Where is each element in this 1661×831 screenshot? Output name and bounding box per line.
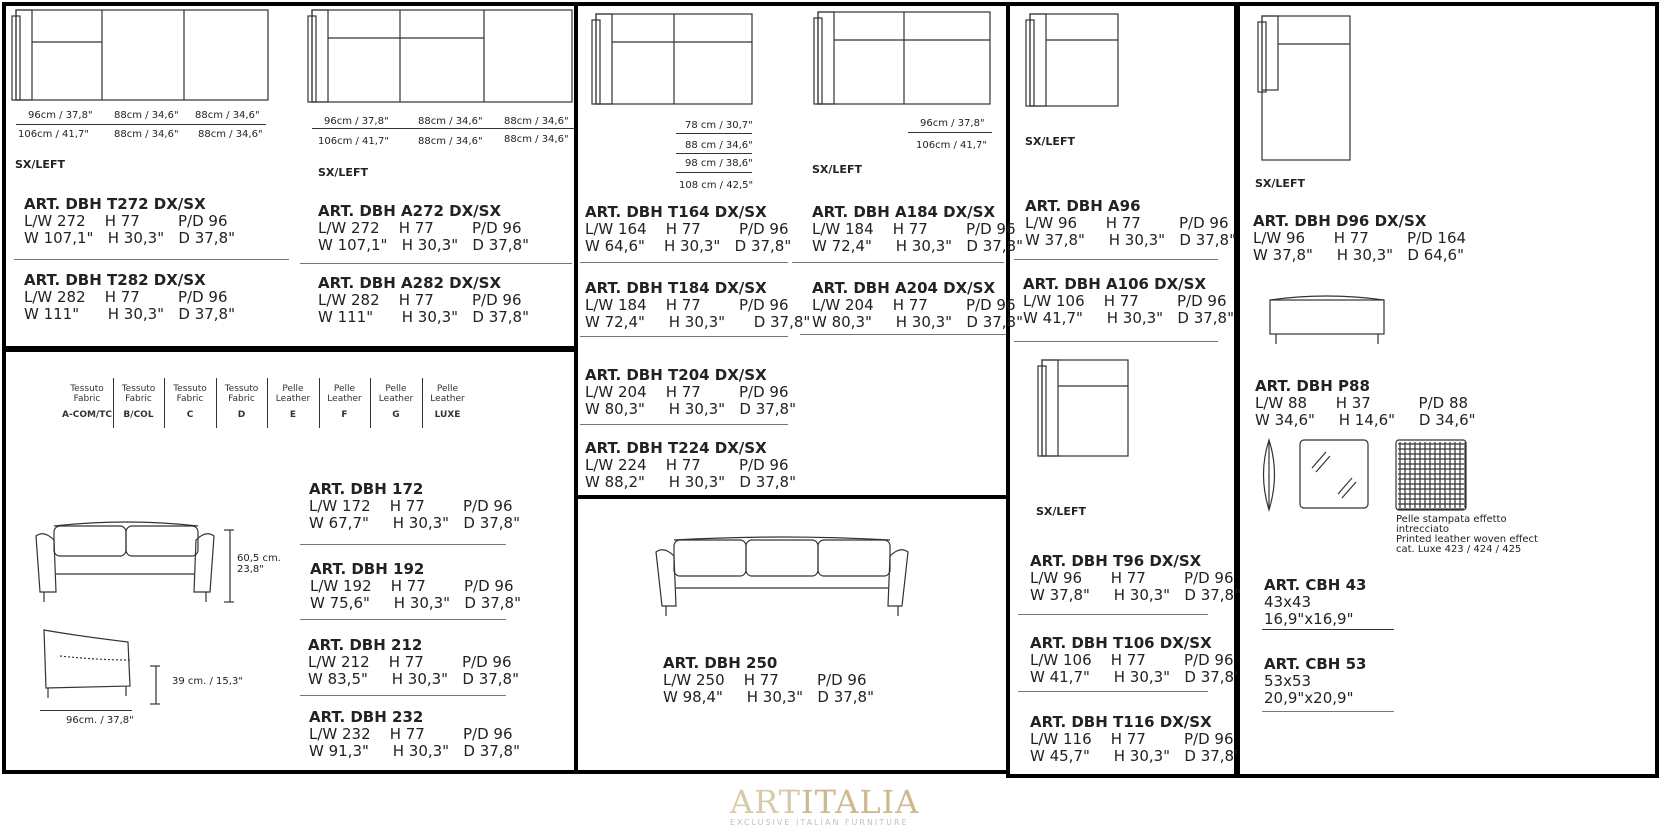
sofa-a184-drawing bbox=[810, 8, 994, 108]
dim-a184: 96cm / 37,8" bbox=[920, 118, 985, 129]
material-name: Fabric bbox=[73, 394, 101, 404]
article-title: ART. DBH 172 bbox=[309, 480, 424, 498]
article-title: ART. DBH T106 DX/SX bbox=[1030, 634, 1212, 652]
separator bbox=[1262, 711, 1394, 712]
article-t224 bbox=[585, 440, 796, 491]
article-p88 bbox=[1255, 378, 1476, 429]
article-t204 bbox=[585, 367, 796, 418]
article-imperial: W 45,7" H 30,3" D 37,8' bbox=[1030, 747, 1239, 765]
dim-t184: 88 cm / 34,6" bbox=[685, 140, 753, 151]
dim-line bbox=[312, 128, 574, 129]
article-metric: L/W 224 H 77 P/D 96 bbox=[585, 456, 789, 474]
article-metric: L/W 282 H 77 P/D 96 bbox=[318, 291, 522, 309]
article-title: ART. CBH 43 bbox=[1264, 576, 1367, 594]
article-title: ART. DBH T96 DX/SX bbox=[1030, 552, 1202, 570]
article-title: ART. DBH A272 DX/SX bbox=[318, 202, 502, 220]
article-metric: L/W 116 H 77 P/D 96 bbox=[1030, 730, 1234, 748]
article-metric: L/W 212 H 77 P/D 96 bbox=[308, 653, 512, 671]
article-t184 bbox=[585, 280, 810, 331]
article-a282 bbox=[318, 275, 529, 326]
dim-t282-1: 106cm / 41,7" bbox=[18, 129, 89, 140]
dim-a282-1: 106cm / 41,7" bbox=[318, 136, 389, 147]
article-title: ART. DBH A282 DX/SX bbox=[318, 274, 502, 292]
dim-t282-2: 88cm / 34,6" bbox=[114, 129, 179, 140]
height-dim-label: 60,5 cm. 23,8" bbox=[237, 553, 281, 575]
material-code: LUXE bbox=[434, 410, 461, 420]
article-title: ART. DBH 212 bbox=[308, 636, 423, 654]
separator bbox=[300, 695, 506, 696]
article-title: ART. DBH D96 DX/SX bbox=[1253, 212, 1427, 230]
material-divider bbox=[422, 378, 423, 428]
article-title: ART. DBH 192 bbox=[310, 560, 425, 578]
article-imperial: W 37,8" H 30,3" D 37,8" bbox=[1030, 586, 1242, 604]
sofa-front-drawing bbox=[30, 516, 220, 604]
material-name: Tessuto bbox=[173, 384, 207, 394]
separator bbox=[792, 262, 1004, 263]
module-t96-drawing bbox=[1034, 356, 1132, 458]
sofa-250-drawing bbox=[652, 534, 912, 618]
article-imperial: W 88,2" H 30,3" D 37,8" bbox=[585, 473, 797, 491]
article-250 bbox=[663, 655, 874, 706]
article-imperial: W 34,6" H 14,6" D 34,6" bbox=[1255, 411, 1476, 429]
dim-line bbox=[908, 132, 992, 133]
material-code: A-COM/TC bbox=[62, 410, 112, 420]
article-imperial: W 111" H 30,3" D 37,8" bbox=[24, 305, 236, 323]
separator bbox=[1018, 691, 1208, 692]
material-category bbox=[62, 384, 112, 420]
article-imperial: W 72,4" H 30,3" D 37,8" bbox=[585, 313, 811, 331]
cushion-side-drawing bbox=[1256, 438, 1282, 512]
article-cbh53 bbox=[1264, 656, 1366, 707]
article-imperial: W 111" H 30,3" D 37,8" bbox=[318, 308, 530, 326]
separator bbox=[300, 619, 506, 620]
article-metric: L/W 96 H 77 P/D 96 bbox=[1025, 214, 1229, 232]
material-name: Tessuto bbox=[70, 384, 104, 394]
height-dim-line bbox=[220, 528, 234, 604]
material-divider bbox=[267, 378, 268, 428]
article-metric: L/W 106 H 77 P/D 96 bbox=[1023, 292, 1227, 310]
article-size-imperial: 20,9"x20,9" bbox=[1264, 689, 1354, 707]
material-code: C bbox=[186, 410, 194, 420]
material-code: B/COL bbox=[123, 410, 154, 420]
dim-line bbox=[676, 172, 752, 173]
material-name: Pelle bbox=[282, 384, 304, 394]
article-metric: L/W 232 H 77 P/D 96 bbox=[309, 725, 513, 743]
article-232 bbox=[309, 709, 520, 760]
article-metric: L/W 96 H 77 P/D 96 bbox=[1030, 569, 1234, 587]
artitalia-logo bbox=[730, 783, 919, 821]
article-metric: L/W 88 H 37 P/D 88 bbox=[1255, 394, 1469, 412]
material-category bbox=[371, 384, 421, 420]
article-metric: L/W 204 H 77 P/D 96 bbox=[812, 296, 1016, 314]
sofa-t272-drawing bbox=[10, 6, 275, 106]
separator bbox=[1262, 629, 1394, 630]
separator bbox=[1014, 341, 1218, 342]
article-imperial: W 80,3" H 30,3" D 37,8" bbox=[585, 400, 797, 418]
dim-a272-3: 88cm / 34,6" bbox=[504, 116, 569, 127]
article-imperial: W 98,4" H 30,3" D 37,8" bbox=[663, 688, 875, 706]
article-d96 bbox=[1253, 213, 1466, 264]
article-imperial: W 107,1" H 30,3" D 37,8" bbox=[24, 229, 236, 247]
dim-line bbox=[676, 153, 752, 154]
article-imperial: W 83,5" H 30,3" D 37,8" bbox=[308, 670, 520, 688]
article-metric: L/W 272 H 77 P/D 96 bbox=[318, 219, 522, 237]
material-code: G bbox=[392, 410, 400, 420]
material-category bbox=[165, 384, 215, 420]
material-name: Pelle bbox=[436, 384, 459, 394]
article-t282 bbox=[24, 272, 235, 323]
seat-dim-label: 39 cm. / 15,3" bbox=[172, 676, 243, 687]
side-label: SX/LEFT bbox=[15, 158, 65, 171]
material-code: F bbox=[341, 410, 348, 420]
article-a204 bbox=[812, 280, 1023, 331]
material-name: Tessuto bbox=[121, 384, 156, 394]
article-metric: L/W 282 H 77 P/D 96 bbox=[24, 288, 228, 306]
article-title: ART. DBH T282 DX/SX bbox=[24, 271, 206, 289]
material-name: Leather bbox=[327, 394, 362, 404]
article-title: ART. DBH T164 DX/SX bbox=[585, 203, 767, 221]
separator bbox=[580, 336, 788, 337]
note-line: Pelle stampata effetto bbox=[1396, 514, 1507, 525]
article-imperial: W 72,4" H 30,3" D 37,8" bbox=[812, 237, 1024, 255]
seat-dim-line bbox=[146, 664, 160, 706]
dim-line bbox=[16, 124, 266, 125]
article-metric: L/W 172 H 77 P/D 96 bbox=[309, 497, 513, 515]
sofa-a272-drawing bbox=[304, 6, 574, 106]
material-category bbox=[268, 384, 318, 420]
article-172 bbox=[309, 481, 520, 532]
material-name: Pelle bbox=[333, 384, 356, 394]
woven-leather-note bbox=[1396, 515, 1538, 555]
article-t106 bbox=[1030, 635, 1238, 686]
article-title: ART. DBH A204 DX/SX bbox=[812, 279, 996, 297]
article-metric: L/W 106 H 77 P/D 96 bbox=[1030, 651, 1234, 669]
separator bbox=[800, 334, 1006, 335]
material-divider bbox=[164, 378, 165, 428]
article-metric: L/W 96 H 77 P/D 164 bbox=[1253, 229, 1467, 247]
article-imperial: W 80,3" H 30,3" D 37,8" bbox=[812, 313, 1024, 331]
material-category bbox=[217, 384, 267, 420]
article-size-imperial: 16,9"x16,9" bbox=[1264, 610, 1354, 628]
material-name: Fabric bbox=[176, 394, 204, 404]
dim-a272-1: 96cm / 37,8" bbox=[324, 116, 389, 127]
note-line: Printed leather woven effect bbox=[1396, 534, 1538, 545]
article-title: ART. DBH T116 DX/SX bbox=[1030, 713, 1212, 731]
article-cbh43 bbox=[1264, 577, 1366, 628]
article-t272 bbox=[24, 196, 235, 247]
dim-t164: 78 cm / 30,7" bbox=[685, 120, 753, 131]
material-code: D bbox=[237, 410, 246, 420]
article-title: ART. DBH A184 DX/SX bbox=[812, 203, 996, 221]
article-metric: L/W 192 H 77 P/D 96 bbox=[310, 577, 514, 595]
logo-text-a: ART bbox=[730, 783, 801, 821]
material-category bbox=[320, 384, 370, 420]
dim-t224: 108 cm / 42,5" bbox=[679, 180, 754, 191]
side-label: SX/LEFT bbox=[812, 163, 862, 176]
article-imperial: W 41,7" H 30,3" D 37,8' bbox=[1030, 668, 1239, 686]
article-title: ART. DBH T204 DX/SX bbox=[585, 366, 767, 384]
separator bbox=[300, 263, 572, 264]
article-title: ART. DBH A96 bbox=[1025, 197, 1141, 215]
side-label: SX/LEFT bbox=[1036, 505, 1086, 518]
material-category bbox=[423, 384, 473, 420]
material-name: Leather bbox=[430, 394, 465, 404]
separator bbox=[1018, 614, 1208, 615]
chaise-d96-drawing bbox=[1254, 14, 1354, 162]
cushion-front-drawing bbox=[1298, 438, 1370, 510]
article-imperial: W 107,1" H 30,3" D 37,8" bbox=[318, 236, 530, 254]
article-imperial: W 67,7" H 30,3" D 37,8" bbox=[309, 514, 521, 532]
dim-t272-2: 88cm / 34,6" bbox=[114, 110, 179, 121]
article-metric: L/W 184 H 77 P/D 96 bbox=[585, 296, 789, 314]
article-metric: L/W 250 H 77 P/D 96 bbox=[663, 671, 867, 689]
material-divider bbox=[216, 378, 217, 428]
sofa-t164-drawing bbox=[588, 10, 758, 110]
material-code: E bbox=[289, 410, 297, 420]
article-title: ART. CBH 53 bbox=[1264, 655, 1367, 673]
note-line: intrecciato bbox=[1396, 524, 1450, 535]
article-title: ART. DBH T224 DX/SX bbox=[585, 439, 767, 457]
article-title: ART. DBH 232 bbox=[309, 708, 424, 726]
side-label: SX/LEFT bbox=[1025, 135, 1075, 148]
article-imperial: W 64,6" H 30,3" D 37,8" bbox=[585, 237, 792, 255]
article-metric: L/W 164 H 77 P/D 96 bbox=[585, 220, 789, 238]
article-metric: L/W 204 H 77 P/D 96 bbox=[585, 383, 789, 401]
article-imperial: W 37,8" H 30,3" D 37,8" bbox=[1025, 231, 1237, 249]
article-metric: L/W 272 H 77 P/D 96 bbox=[24, 212, 228, 230]
article-imperial: W 37,8" H 30,3" D 64,6" bbox=[1253, 246, 1465, 264]
dim-a272-2: 88cm / 34,6" bbox=[418, 116, 483, 127]
article-imperial: W 75,6" H 30,3" D 37,8" bbox=[310, 594, 522, 612]
material-category bbox=[114, 384, 164, 420]
dim-t272-1: 96cm / 37,8" bbox=[28, 110, 93, 121]
separator bbox=[300, 544, 506, 545]
side-label: SX/LEFT bbox=[1255, 177, 1305, 190]
logo-text-b: ITALIA bbox=[800, 783, 920, 821]
dim-a282-2: 88cm / 34,6" bbox=[418, 136, 483, 147]
separator bbox=[580, 424, 788, 425]
article-title: ART. DBH A106 DX/SX bbox=[1023, 275, 1207, 293]
material-name: Fabric bbox=[125, 394, 152, 404]
dim-t272-3: 88cm / 34,6" bbox=[195, 110, 260, 121]
separator bbox=[580, 262, 788, 263]
depth-dim-label: 96cm. / 37,8" bbox=[66, 715, 134, 726]
article-title: ART. DBH T272 DX/SX bbox=[24, 195, 206, 213]
dim-a282-3: 88cm / 34,6" bbox=[504, 134, 569, 145]
module-a96-drawing bbox=[1022, 10, 1122, 108]
material-divider bbox=[113, 378, 114, 428]
dim-t204: 98 cm / 38,6" bbox=[685, 158, 753, 169]
article-192 bbox=[310, 561, 521, 612]
material-name: Leather bbox=[378, 394, 414, 404]
separator bbox=[1014, 259, 1218, 260]
separator bbox=[14, 259, 289, 260]
article-metric: L/W 184 H 77 P/D 96 bbox=[812, 220, 1016, 238]
article-a106 bbox=[1023, 276, 1234, 327]
article-t96 bbox=[1030, 553, 1241, 604]
article-title: ART. DBH 250 bbox=[663, 654, 778, 672]
depth-dim-line bbox=[40, 710, 132, 711]
material-name: Fabric bbox=[228, 394, 255, 404]
material-divider bbox=[319, 378, 320, 428]
note-line: cat. Luxe 423 / 424 / 425 bbox=[1396, 544, 1522, 555]
article-t116 bbox=[1030, 714, 1238, 765]
dim-a204: 106cm / 41,7" bbox=[916, 140, 987, 151]
sofa-side-drawing bbox=[38, 626, 138, 706]
pouf-p88-drawing bbox=[1268, 292, 1386, 348]
article-a272 bbox=[318, 203, 529, 254]
dim-t282-3: 88cm / 34,6" bbox=[198, 129, 263, 140]
logo-tagline: EXCLUSIVE ITALIAN FURNITURE bbox=[730, 818, 909, 827]
material-name: Leather bbox=[275, 394, 311, 404]
material-name: Pelle bbox=[385, 384, 407, 394]
article-a96 bbox=[1025, 198, 1236, 249]
article-imperial: W 91,3" H 30,3" D 37,8" bbox=[309, 742, 521, 760]
article-title: ART. DBH T184 DX/SX bbox=[585, 279, 767, 297]
article-size-metric: 53x53 bbox=[1264, 672, 1312, 690]
woven-leather-swatch bbox=[1394, 438, 1468, 512]
article-212 bbox=[308, 637, 519, 688]
dim-line bbox=[676, 133, 752, 134]
article-title: ART. DBH P88 bbox=[1255, 377, 1370, 395]
side-label: SX/LEFT bbox=[318, 166, 368, 179]
article-t164 bbox=[585, 204, 791, 255]
material-divider bbox=[370, 378, 371, 428]
article-imperial: W 41,7" H 30,3" D 37,8" bbox=[1023, 309, 1235, 327]
article-size-metric: 43x43 bbox=[1264, 593, 1312, 611]
material-name: Tessuto bbox=[224, 384, 259, 394]
article-a184 bbox=[812, 204, 1023, 255]
